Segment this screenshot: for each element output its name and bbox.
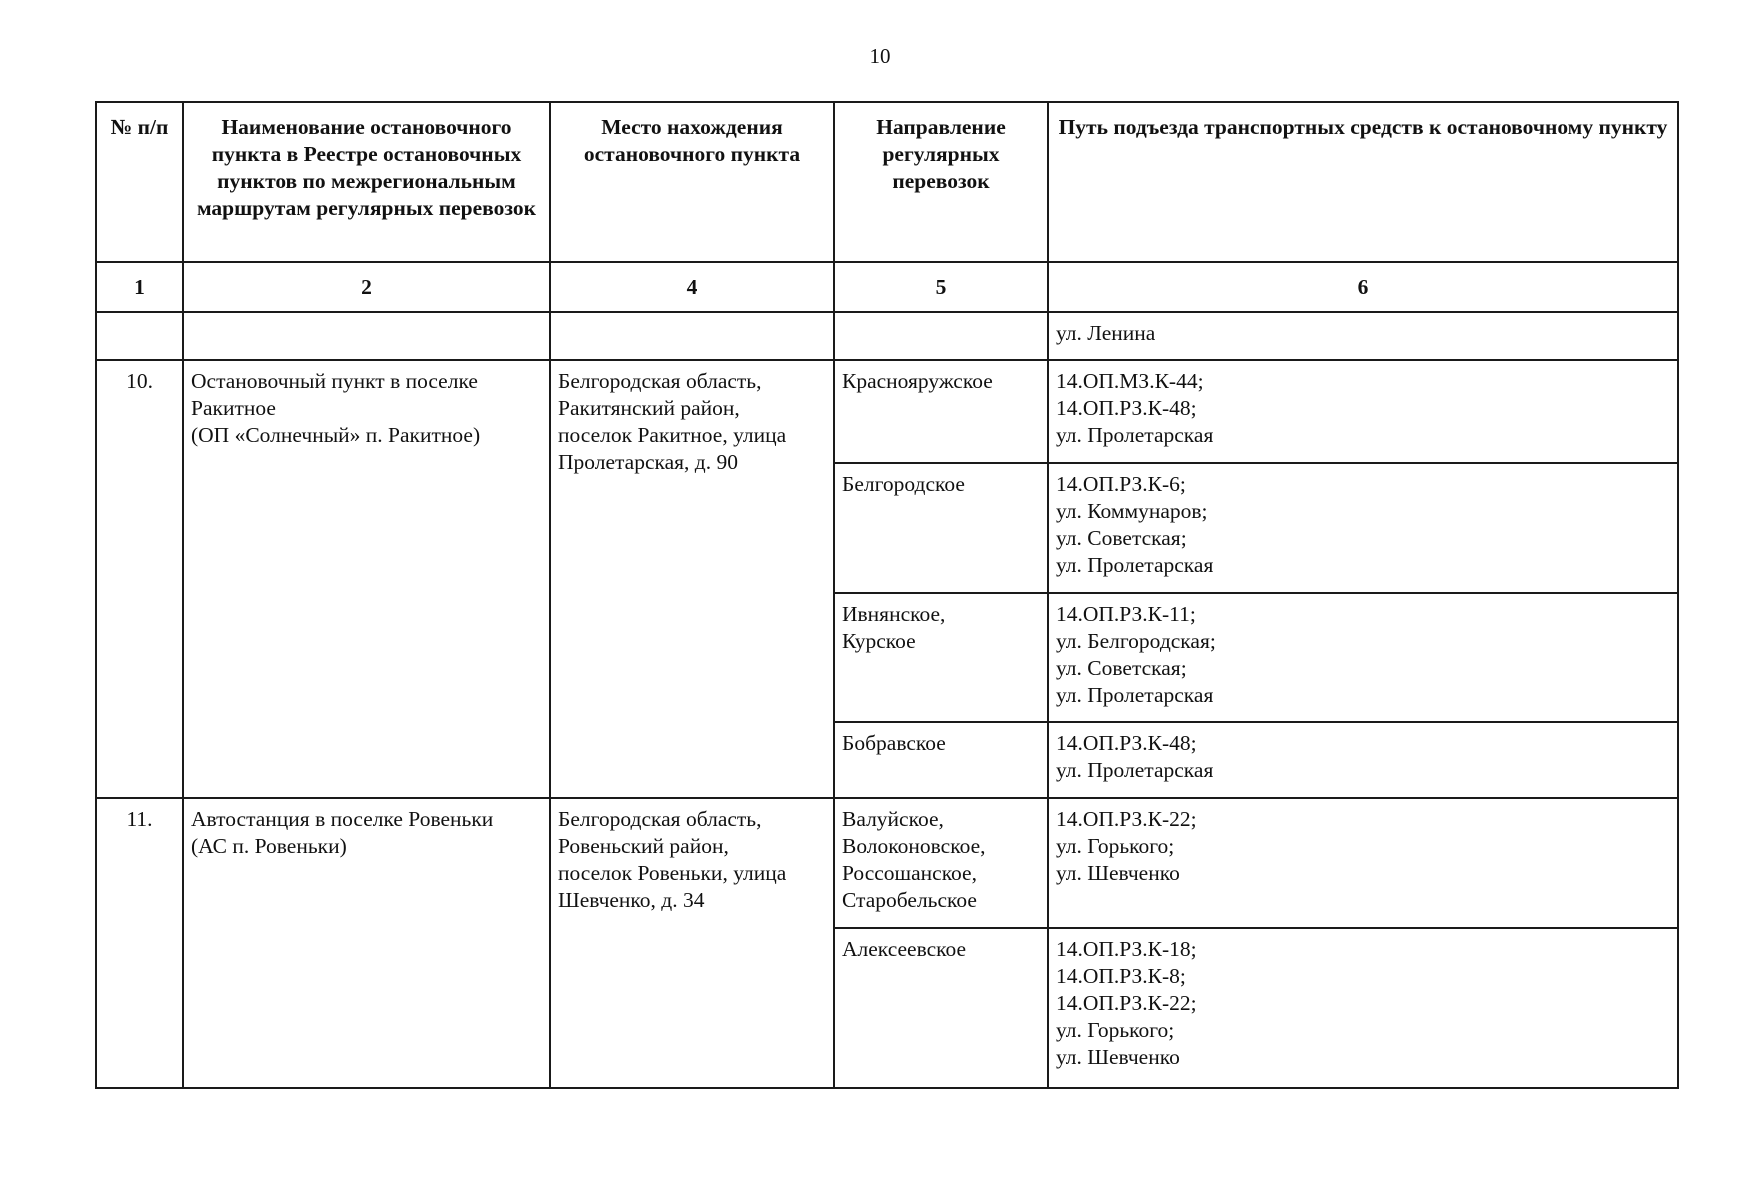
direction-line: Алексеевское — [842, 937, 967, 961]
access-path-line: 14.ОП.РЗ.К-48; — [1056, 731, 1197, 755]
access-path-line: ул. Шевченко — [1056, 861, 1180, 885]
access-path-line: ул. Пролетарская — [1056, 683, 1214, 707]
access-path-cell — [1048, 722, 1678, 798]
empty-cell — [550, 312, 834, 360]
access-path-line: 14.ОП.РЗ.К-18; — [1056, 937, 1197, 961]
access-path-cell — [1048, 798, 1678, 928]
direction-line: Курское — [842, 629, 916, 653]
stop-name-line: (ОП «Солнечный» п. Ракитное) — [191, 423, 481, 447]
location-line: Ровеньский район, — [558, 834, 729, 858]
access-path-line: ул. Пролетарская — [1056, 758, 1214, 782]
access-path-line: ул. Советская; — [1056, 656, 1187, 680]
table-row — [96, 360, 1678, 463]
header-location: Место нахождения остановочного пункта — [550, 102, 834, 262]
location-line: Ракитянский район, — [558, 396, 740, 420]
access-path-line: 14.ОП.РЗ.К-6; — [1056, 472, 1186, 496]
stop-name-line: Ракитное — [191, 396, 276, 420]
access-path-cell — [1048, 463, 1678, 593]
column-number: 5 — [834, 262, 1048, 312]
direction-line: Старобельское — [842, 888, 977, 912]
column-number: 6 — [1048, 262, 1678, 312]
location-line: Шевченко, д. 34 — [558, 888, 705, 912]
entry-number-cell: 10. — [96, 360, 183, 798]
location-line: Белгородская область, — [558, 369, 762, 393]
location-line: поселок Ракитное, улица — [558, 423, 787, 447]
access-path-cell — [1048, 593, 1678, 722]
direction-line: Россошанское, — [842, 861, 977, 885]
direction-line: Валуйское, — [842, 807, 944, 831]
continuation-row — [96, 312, 1678, 360]
direction-cell — [834, 722, 1048, 798]
access-path-line: 14.ОП.РЗ.К-8; — [1056, 964, 1186, 988]
direction-line: Бобравское — [842, 731, 946, 755]
empty-cell — [183, 312, 550, 360]
header-stop-name: Наименование остановочного пункта в Реестре остановочных пунктов по межрегиональным маршрутам регулярных перевозок — [183, 102, 550, 262]
access-path-line: ул. Ленина — [1056, 321, 1156, 345]
access-path-line: 14.ОП.РЗ.К-22; — [1056, 807, 1197, 831]
header-number: № п/п — [96, 102, 183, 262]
header-access-path: Путь подъезда транспортных средств к остановочному пункту — [1048, 102, 1678, 262]
access-path-line: 14.ОП.РЗ.К-11; — [1056, 602, 1196, 626]
access-path-line: ул. Коммунаров; — [1056, 499, 1208, 523]
column-number-row — [96, 262, 1678, 312]
direction-cell — [834, 928, 1048, 1088]
entry-number-cell: 11. — [96, 798, 183, 1088]
stop-name-cell — [183, 798, 550, 1088]
access-path-cell — [1048, 928, 1678, 1088]
direction-cell — [834, 360, 1048, 463]
stop-name-line: Остановочный пункт в поселке — [191, 369, 478, 393]
location-line: поселок Ровеньки, улица — [558, 861, 787, 885]
direction-cell — [834, 463, 1048, 593]
direction-cell — [834, 593, 1048, 722]
access-path-cell — [1048, 312, 1678, 360]
column-number: 4 — [550, 262, 834, 312]
access-path-line: ул. Белгородская; — [1056, 629, 1216, 653]
direction-line: Ивнянское, — [842, 602, 946, 626]
empty-cell — [96, 312, 183, 360]
location-line: Белгородская область, — [558, 807, 762, 831]
access-path-cell — [1048, 360, 1678, 463]
direction-line: Белгородское — [842, 472, 965, 496]
access-path-line: ул. Пролетарская — [1056, 423, 1214, 447]
access-path-line: 14.ОП.РЗ.К-48; — [1056, 396, 1197, 420]
page-number: 10 — [869, 44, 891, 68]
stop-name-cell — [183, 360, 550, 798]
stop-name-line: Автостанция в поселке Ровеньки — [191, 807, 494, 831]
stop-name-line: (АС п. Ровеньки) — [191, 834, 347, 858]
location-line: Пролетарская, д. 90 — [558, 450, 738, 474]
empty-cell — [834, 312, 1048, 360]
header-direction: Направление регулярных перевозок — [834, 102, 1048, 262]
access-path-line: ул. Горького; — [1056, 1018, 1175, 1042]
access-path-line: 14.ОП.МЗ.К-44; — [1056, 369, 1204, 393]
direction-cell — [834, 798, 1048, 928]
location-cell — [550, 798, 834, 1088]
access-path-line: ул. Шевченко — [1056, 1045, 1180, 1069]
direction-line: Краснояружское — [842, 369, 993, 393]
column-number: 2 — [183, 262, 550, 312]
stops-registry-table — [95, 101, 1679, 1089]
location-cell — [550, 360, 834, 798]
direction-line: Волоконовское, — [842, 834, 986, 858]
access-path-line: ул. Пролетарская — [1056, 553, 1214, 577]
access-path-line: 14.ОП.РЗ.К-22; — [1056, 991, 1197, 1015]
access-path-line: ул. Горького; — [1056, 834, 1175, 858]
access-path-line: ул. Советская; — [1056, 526, 1187, 550]
table-row — [96, 798, 1678, 928]
table-body — [96, 312, 1678, 1088]
header-row — [96, 102, 1678, 262]
column-number: 1 — [96, 262, 183, 312]
